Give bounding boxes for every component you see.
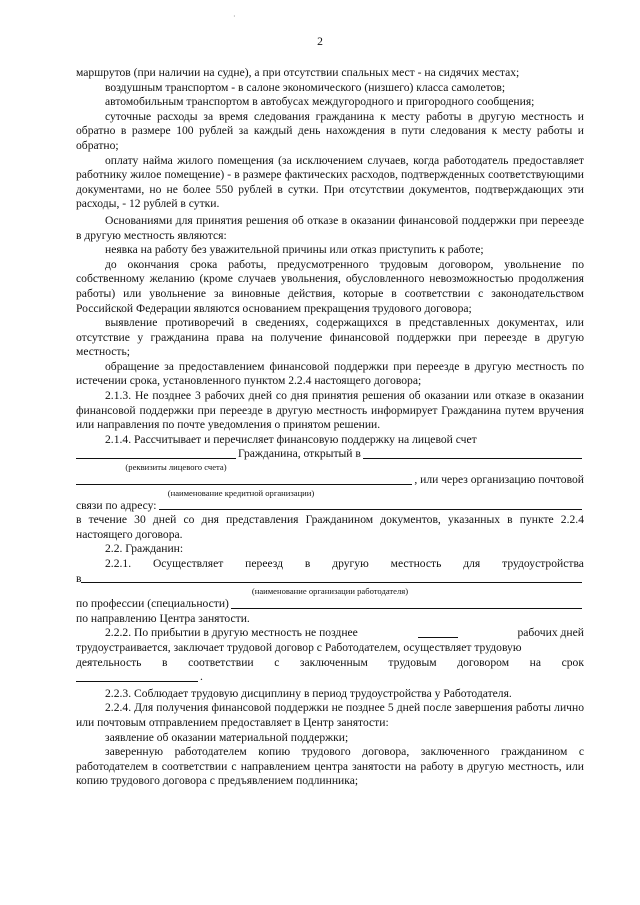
paragraph: неявка на работу без уважительной причины или отказ приступить к работе; <box>105 243 484 257</box>
paragraph: 2.1.3. Не позднее 3 рабочих дней со дня принятия решения об оказании или отказе в оказании финансовой поддержки при переезде в другую местность информирует Гражданина путем вручения или направления по почте уведомления о принятом решении. <box>76 389 584 432</box>
paragraph: выявление противоречий в сведениях, содержащихся в представленных документах, или отсутствие у гражданина права на получение финансовой поддержки при переезде в другую местность; <box>76 316 584 359</box>
term-blank-line <box>76 670 584 685</box>
paragraph: воздушным транспортом - в салоне экономического (низшего) класса самолетов; <box>105 80 506 94</box>
employer-line <box>76 572 584 587</box>
paragraph: в течение 30 дней со дня представления Гражданином документов, указанных в пункте 2.2.4 настоящего договора. <box>76 513 584 541</box>
word: другую <box>332 557 369 570</box>
paragraph: суточные расходы за время следования гражданина к месту работы в другую местность и обратно в размере 100 рублей за каждый день нахождения в пути следования к месту работы и обратно; <box>76 109 584 152</box>
word: договором <box>457 655 510 669</box>
paragraph: автомобильным транспортом в автобусах междугородного и пригородного сообщения; <box>105 95 535 109</box>
profession-blank <box>231 598 582 609</box>
paragraph: заверенную работодателем копию трудового договора, заключенного гражданином с работодателем в соответствии с направлением центра занятости на работу в другую местность, или копию трудового договора с предъявлением подлинника; <box>76 745 584 788</box>
scan-speck: · <box>233 12 236 21</box>
word: для <box>463 557 481 570</box>
caption-account: (реквизиты лицевого счета) <box>125 462 227 473</box>
caption-employer: (наименование организации работодателя) <box>251 586 409 597</box>
word: местность <box>390 557 442 570</box>
paragraph: по направлению Центра занятости. <box>76 611 250 625</box>
account-line <box>76 433 584 448</box>
word: деятельность <box>76 655 142 669</box>
address-blank <box>159 499 582 510</box>
paragraph: трудоустраивается, заключает трудовой договор с Работодателем, осуществляет трудовую <box>76 640 522 654</box>
postal-text: , или через организацию почтовой <box>414 473 584 487</box>
word: 2.2.1. <box>105 557 132 570</box>
employer-label: в <box>76 571 82 585</box>
word: Осуществляет <box>152 557 224 570</box>
word: переезд <box>245 557 284 570</box>
employer-blank <box>81 572 582 583</box>
address-label: связи по адресу: <box>76 498 157 512</box>
days-blank <box>418 627 458 638</box>
word: в <box>162 655 168 669</box>
arrival-text: 2.2.2. По прибытии в другую местность не позднее <box>105 626 358 640</box>
paragraph: 2.2.4. Для получения финансовой поддержки не позднее 5 дней после завершения работы лично или почтовым отправлением предоставляет в Центр занятости: <box>76 701 584 729</box>
paragraph: Основаниями для принятия решения об отказе в оказании финансовой поддержки при переезде в другую местность являются: <box>76 213 584 242</box>
paragraph: 2.2.3. Соблюдает трудовую дисциплину в период трудоустройства у Работодателя. <box>105 686 512 700</box>
word: трудоустройства <box>502 557 584 570</box>
word: заключенным <box>299 655 368 669</box>
profession-line <box>76 597 584 612</box>
paragraph: до окончания срока работы, предусмотренного трудовым договором, увольнение по собственному желанию (кроме случаев увольнения, обусловленного невозможностью продолжения работы) или увольнение за виновные действия, которые в соответствии с законодательством Российской Федерации являются основанием прекращения трудового договора; <box>76 257 584 315</box>
arrival-text-2: рабочих дней <box>517 626 584 640</box>
account-text-2: Гражданина, открытый в <box>238 447 361 461</box>
paragraph: заявление об оказании материальной поддержки; <box>105 730 349 744</box>
term-line <box>76 656 584 671</box>
page-number: 2 <box>317 35 323 48</box>
bank-line <box>76 473 584 488</box>
account-line-2 <box>76 447 584 462</box>
relocation-line <box>76 557 584 572</box>
bank-name-blank <box>76 474 412 485</box>
term-blank <box>76 671 198 682</box>
paragraph: маршрутов (при наличии на судне), а при отсутствии спальных мест - на сидячих местах; <box>76 66 520 79</box>
account-blank <box>76 448 236 459</box>
caption-bank: (наименование кредитной организации) <box>167 487 315 498</box>
arrival-line <box>76 626 584 641</box>
profession-label: по профессии (специальности) <box>76 597 229 611</box>
account-text: 2.1.4. Рассчитывает и перечисляет финансовую поддержку на лицевой счет <box>105 432 477 446</box>
word: в <box>304 557 311 570</box>
paragraph: оплату найма жилого помещения (за исключением случаев, когда работодатель предоставляет работнику жилое помещение) - в размере фактических расходов, подтвержденных соответствующими документами, но не более 550 рублей в сутки. При отсутствии документов, подтверждающих эти расходы, - 12 рублей в сутки. <box>76 153 584 211</box>
address-line <box>76 499 584 514</box>
bank-blank <box>363 448 582 459</box>
word: на <box>529 655 541 669</box>
period: . <box>200 670 203 684</box>
word: срок <box>561 655 584 669</box>
document-body <box>76 66 584 789</box>
word: с <box>274 655 280 669</box>
paragraph: обращение за предоставлением финансовой поддержки при переезде в другую местность по истечении срока, установленного пунктом 2.2.4 настоящего договора; <box>76 359 584 388</box>
word: соответствии <box>188 655 254 669</box>
word: трудовым <box>388 655 437 669</box>
section-heading: 2.2. Гражданин: <box>105 542 184 556</box>
